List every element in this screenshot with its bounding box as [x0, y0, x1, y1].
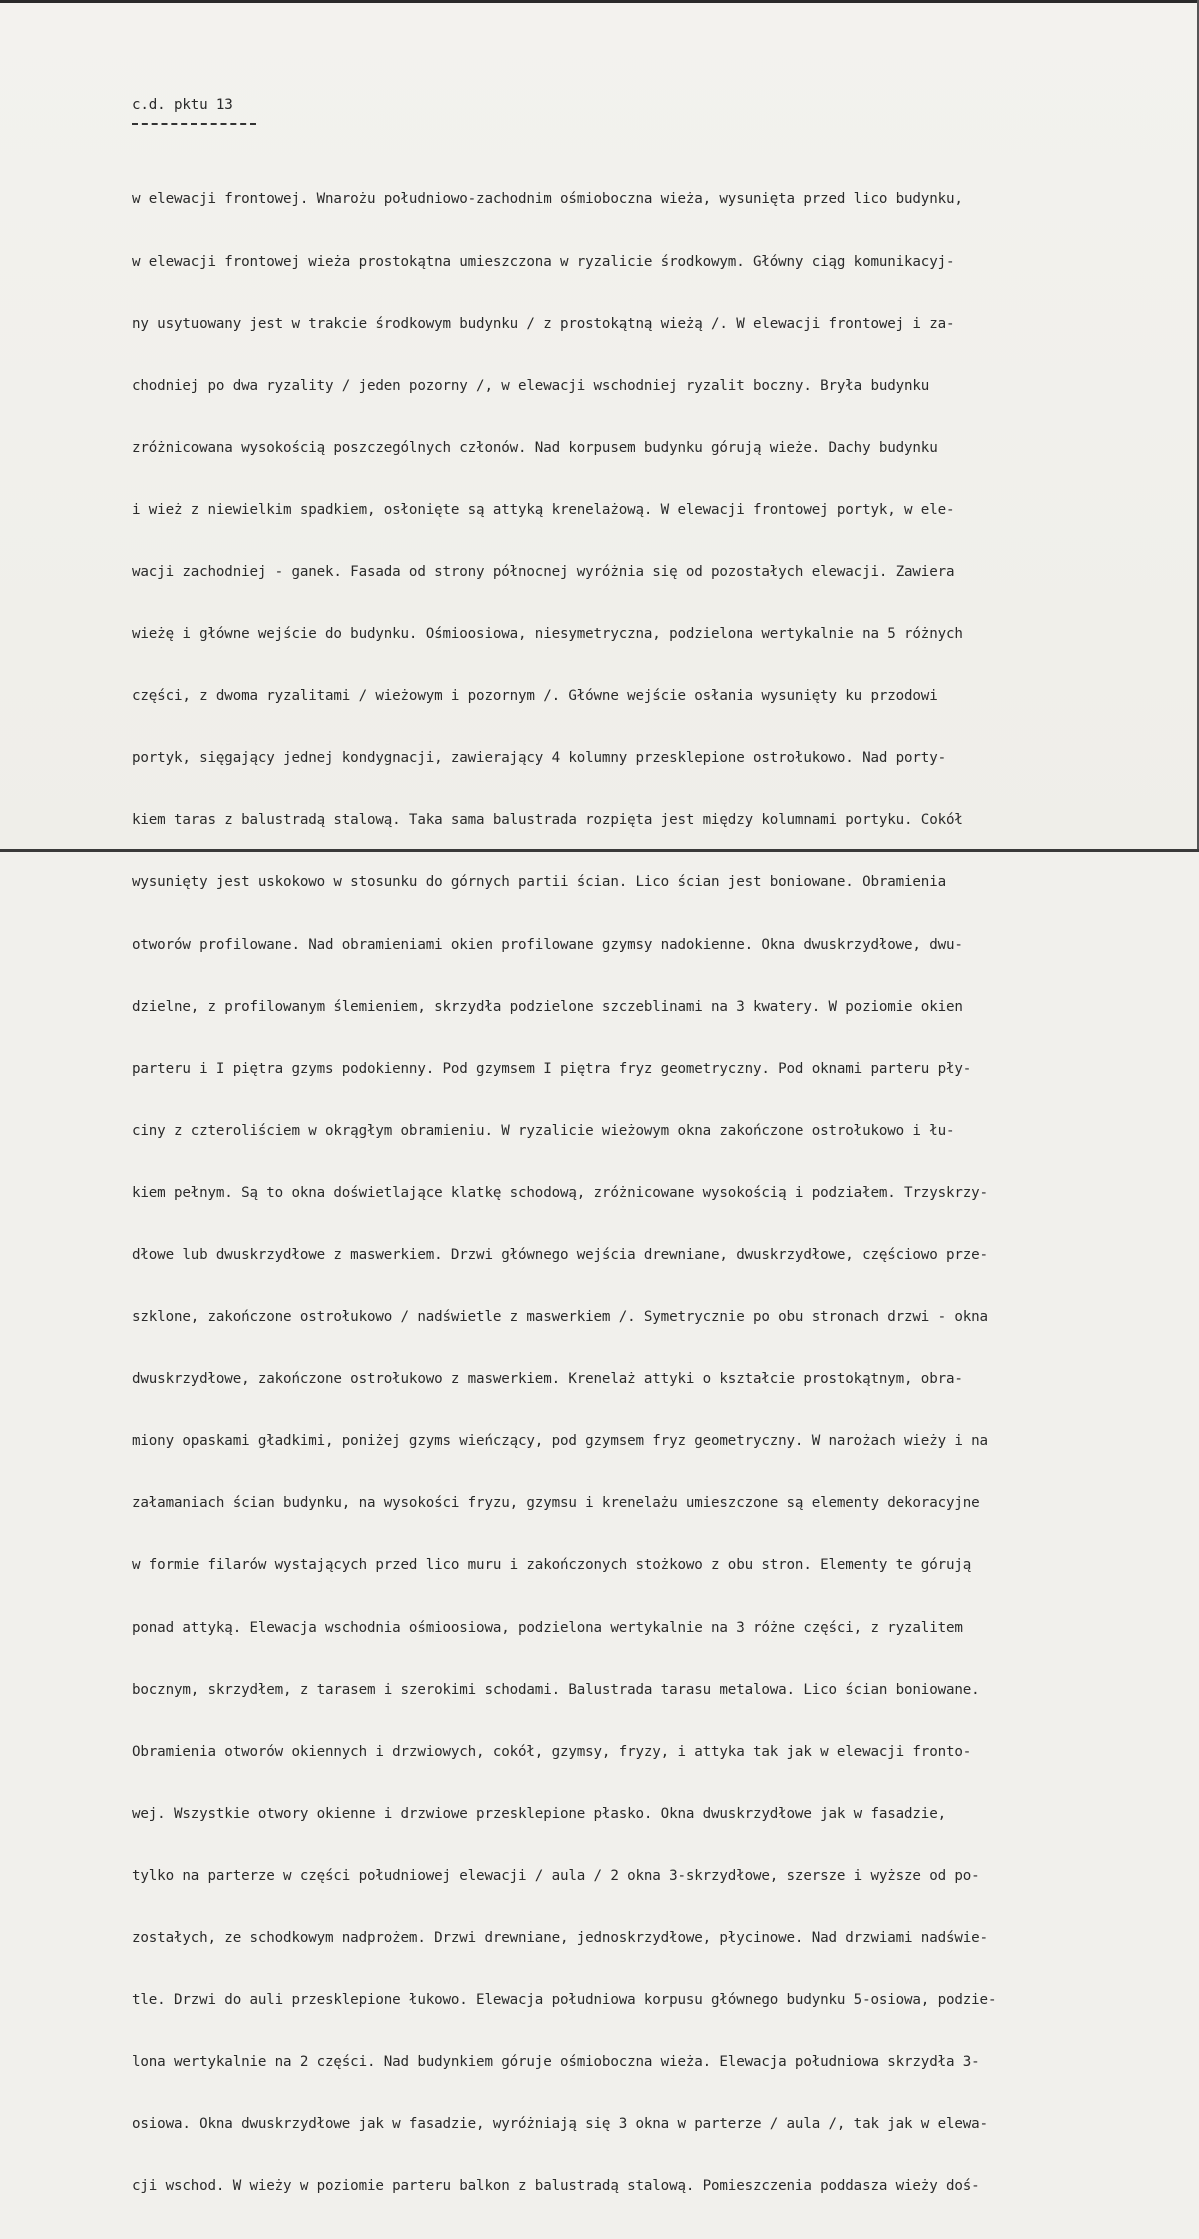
text-line: lona wertykalnie na 2 części. Nad budynkiem góruje ośmioboczna wieża. Elewacja południowa skrzydła 3-: [132, 2054, 980, 2071]
text-line: w formie filarów wystających przed lico muru i zakończonych stożkowo z obu stron. Elementy te górują: [132, 1557, 972, 1574]
text-line: osiowa. Okna dwuskrzydłowe jak w fasadzie, wyróżniają się 3 okna w parterze / aula /, tak jak w elewa-: [132, 2116, 988, 2133]
text-line: części, z dwoma ryzalitami / wieżowym i pozornym /. Główne wejście osłania wysunięty ku przodowi: [132, 688, 938, 705]
text-line: tylko na parterze w części południowej elewacji / aula / 2 okna 3-skrzydłowe, szersze i wyższe od po-: [132, 1867, 980, 1884]
text-line: ciny z czteroliściem w okrągłym obramieniu. W ryzalicie wieżowym okna zakończone ostrołukowo i łu-: [132, 1122, 955, 1139]
text-line: wacji zachodniej - ganek. Fasada od strony północnej wyróżnia się od pozostałych elewacji. Zawiera: [132, 563, 955, 580]
text-line: miony opaskami gładkimi, poniżej gzyms wieńczący, pod gzymsem fryz geometryczny. W narożach wieży i na: [132, 1433, 988, 1450]
text-line: w elewacji frontowej wieża prostokątna umieszczona w ryzalicie środkowym. Główny ciąg komunikacyj-: [132, 253, 955, 270]
text-line: bocznym, skrzydłem, z tarasem i szerokimi schodami. Balustrada tarasu metalowa. Lico ścian boniowane.: [132, 1681, 980, 1698]
text-line: kiem taras z balustradą stalową. Taka sama balustrada rozpięta jest między kolumnami portyku. Cokół: [132, 812, 963, 829]
text-line: otworów profilowane. Nad obramieniami okien profilowane gzymsy nadokienne. Okna dwuskrzydłowe, dwu-: [132, 936, 963, 953]
text-line: w elewacji frontowej. Wnarożu południowo-zachodnim ośmioboczna wieża, wysunięta przed lico budynku,: [132, 191, 963, 208]
text-line: portyk, sięgający jednej kondygnacji, zawierający 4 kolumny przesklepione ostrołukowo. Nad porty-: [132, 750, 946, 767]
text-line: wysunięty jest uskokowo w stosunku do górnych partii ścian. Lico ścian jest boniowane. Obramienia: [132, 874, 946, 891]
text-line: ny usytuowany jest w trakcie środkowym budynku / z prostokątną wieżą /. W elewacji frontowej i za-: [132, 315, 955, 332]
page-edge-top: [0, 0, 1199, 3]
text-line: tle. Drzwi do auli przesklepione łukowo. Elewacja południowa korpusu głównego budynku 5-osiowa, podzie-: [132, 1992, 997, 2009]
text-line: zróżnicowana wysokością poszczególnych członów. Nad korpusem budynku górują wieże. Dachy budynku: [132, 439, 938, 456]
text-line: szklone, zakończone ostrołukowo / nadświetle z maswerkiem /. Symetrycznie po obu stronach drzwi - okna: [132, 1309, 988, 1326]
text-line: i wież z niewielkim spadkiem, osłonięte są attyką krenelażową. W elewacji frontowej portyk, w ele-: [132, 501, 955, 518]
text-line: chodniej po dwa ryzality / jeden pozorny /, w elewacji wschodniej ryzalit boczny. Bryła budynku: [132, 377, 930, 394]
text-line: wej. Wszystkie otwory okienne i drzwiowe przesklepione płasko. Okna dwuskrzydłowe jak w fasadzie,: [132, 1805, 946, 1822]
text-line: dzielne, z profilowanym ślemieniem, skrzydła podzielone szczeblinami na 3 kwatery. W poziomie okien: [132, 998, 963, 1015]
section-heading: c.d. pktu 13: [132, 97, 233, 113]
text-line: załamaniach ścian budynku, na wysokości fryzu, gzymsu i krenelażu umieszczone są elementy dekoracyjne: [132, 1495, 980, 1512]
text-line: kiem pełnym. Są to okna doświetlające klatkę schodową, zróżnicowane wysokością i podziałem. Trzyskrzy-: [132, 1184, 988, 1201]
text-line: cji wschod. W wieży w poziomie parteru balkon z balustradą stalową. Pomieszczenia poddasza wieży doś-: [132, 2178, 980, 2195]
text-line: wieżę i główne wejście do budynku. Ośmioosiowa, niesymetryczna, podzielona wertykalnie na 5 różnych: [132, 626, 963, 643]
text-line: Obramienia otworów okiennych i drzwiowych, cokół, gzymsy, fryzy, i attyka tak jak w elewacji fronto-: [132, 1743, 972, 1760]
text-line: zostałych, ze schodkowym nadprożem. Drzwi drewniane, jednoskrzydłowe, płycinowe. Nad drzwiami nadświe-: [132, 1930, 988, 1947]
text-line: parteru i I piętra gzyms podokienny. Pod gzymsem I piętra fryz geometryczny. Pod oknami parteru pły-: [132, 1060, 972, 1077]
text-line: ponad attyką. Elewacja wschodnia ośmioosiowa, podzielona wertykalnie na 3 różne części, z ryzalitem: [132, 1619, 963, 1636]
body-text: [132, 148, 996, 2239]
heading-underline: [132, 123, 256, 125]
text-line: dłowe lub dwuskrzydłowe z maswerkiem. Drzwi głównego wejścia drewniane, dwuskrzydłowe, częściowo prze-: [132, 1247, 988, 1263]
text-line: dwuskrzydłowe, zakończone ostrołukowo z maswerkiem. Krenelaż attyki o kształcie prostokątnym, obra-: [132, 1371, 963, 1388]
